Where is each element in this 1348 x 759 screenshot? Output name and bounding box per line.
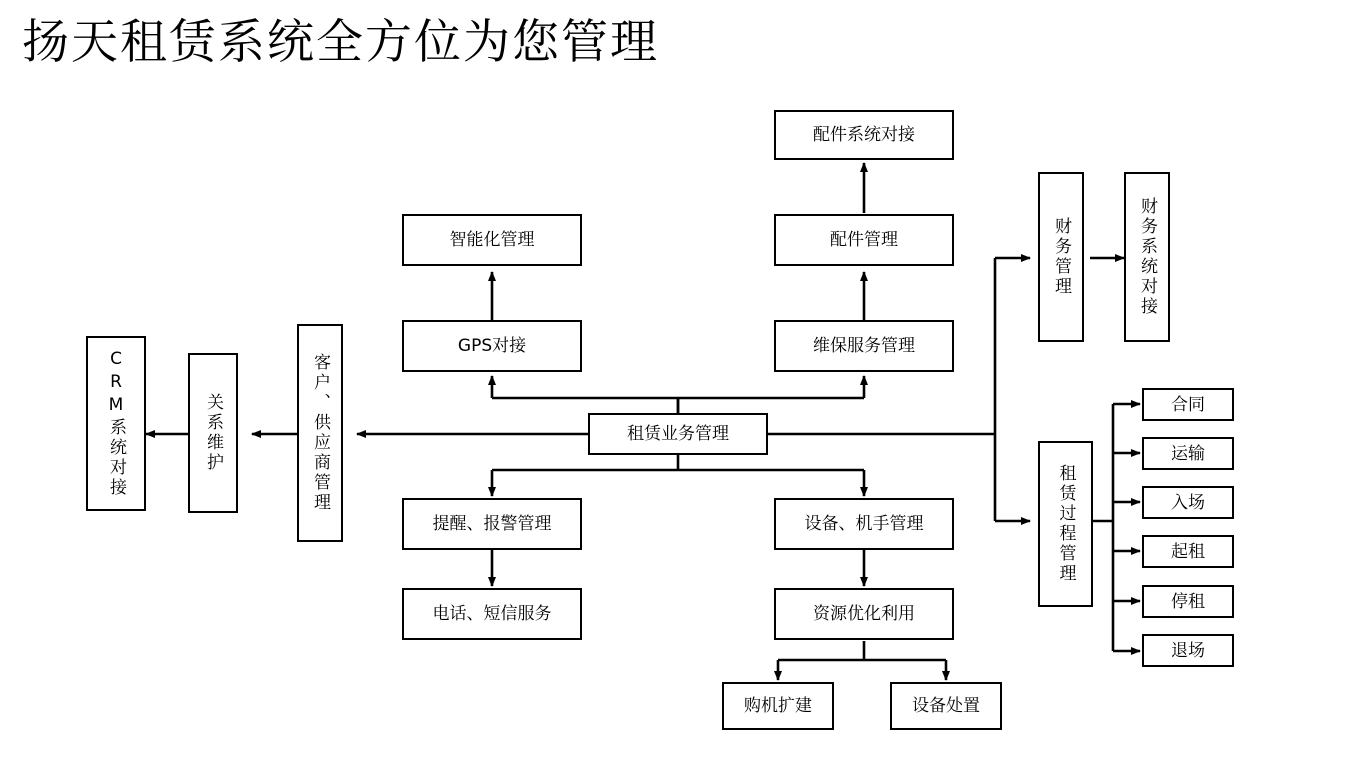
node-gps-docking[interactable]: GPS对接 [402,320,582,372]
node-rental-process-management[interactable]: 租赁过程管理 [1038,441,1093,607]
node-parts-system-docking[interactable]: 配件系统对接 [774,110,954,160]
node-stop-rent[interactable]: 停租 [1142,585,1234,618]
node-entry[interactable]: 入场 [1142,486,1234,519]
node-phone-sms-service[interactable]: 电话、短信服务 [402,588,582,640]
node-contract[interactable]: 合同 [1142,388,1234,421]
node-crm-system[interactable]: CRM系统对接 [86,336,146,511]
node-relationship-maintenance[interactable]: 关系维护 [188,353,238,513]
node-exit[interactable]: 退场 [1142,634,1234,667]
node-finance-system-docking[interactable]: 财务系统对接 [1124,172,1170,342]
node-maintenance-service-management[interactable]: 维保服务管理 [774,320,954,372]
node-start-rent[interactable]: 起租 [1142,535,1234,568]
node-equipment-disposal[interactable]: 设备处置 [890,682,1002,730]
node-parts-management[interactable]: 配件管理 [774,214,954,266]
node-customer-supplier-management[interactable]: 客户、供应商管理 [297,324,343,542]
node-transport[interactable]: 运输 [1142,437,1234,470]
node-center-rental-business[interactable]: 租赁业务管理 [588,413,768,455]
node-equipment-operator-management[interactable]: 设备、机手管理 [774,498,954,550]
node-smart-management[interactable]: 智能化管理 [402,214,582,266]
node-resource-optimization[interactable]: 资源优化利用 [774,588,954,640]
node-finance-management[interactable]: 财务管理 [1038,172,1084,342]
node-purchase-expansion[interactable]: 购机扩建 [722,682,834,730]
node-reminder-alarm-management[interactable]: 提醒、报警管理 [402,498,582,550]
page-title: 扬天租赁系统全方位为您管理 [22,15,659,70]
